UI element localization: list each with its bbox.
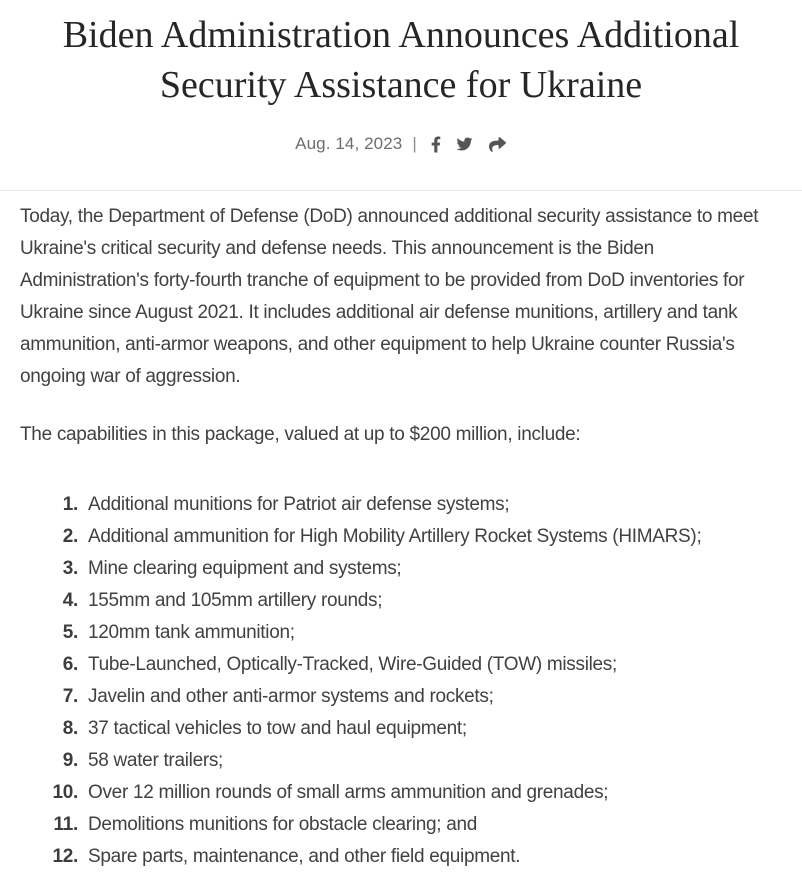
article-header bbox=[0, 0, 802, 154]
article-body bbox=[0, 191, 802, 873]
list-item: Mine clearing equipment and systems; bbox=[88, 558, 402, 579]
share-arrow-icon bbox=[488, 136, 507, 153]
list-item: 120mm tank ammunition; bbox=[88, 622, 295, 643]
meta-separator: | bbox=[412, 134, 417, 153]
facebook-icon bbox=[431, 136, 441, 153]
capabilities-list bbox=[20, 489, 782, 873]
list-item: 37 tactical vehicles to tow and haul equipment; bbox=[88, 718, 467, 739]
list-item: Demolitions munitions for obstacle clearing; and bbox=[88, 814, 478, 835]
list-item: Additional munitions for Patriot air defense systems; bbox=[88, 494, 510, 515]
list-item: Javelin and other anti-armor systems and rockets; bbox=[88, 686, 494, 707]
paragraph-capabilities-lede: The capabilities in this package, valued at up to $200 million, include: bbox=[20, 424, 581, 445]
list-item: Spare parts, maintenance, and other field equipment. bbox=[88, 846, 521, 867]
list-item: Tube-Launched, Optically-Tracked, Wire-Guided (TOW) missiles; bbox=[88, 654, 617, 675]
page-title: Biden Administration Announces Additional Security Assistance for Ukraine bbox=[62, 14, 740, 106]
paragraph-intro: Today, the Department of Defense (DoD) announced additional security assistance to meet Ukraine's critical security and defense needs. This announcement is the Biden Administration's forty-fourth tranche of equipment to be provided from DoD inventories for Ukraine since August 2021. It includes additional air defense munitions, artillery and tank ammunition, anti-armor weapons, and other equipment to help Ukraine counter Russia's ongoing war of aggression. bbox=[20, 206, 759, 387]
twitter-icon bbox=[455, 136, 474, 152]
list-item: 155mm and 105mm artillery rounds; bbox=[88, 590, 383, 611]
list-item: 58 water trailers; bbox=[88, 750, 224, 771]
share-link-button[interactable] bbox=[488, 135, 507, 153]
article-meta bbox=[0, 134, 802, 154]
twitter-share-button[interactable] bbox=[455, 135, 474, 153]
publish-date: Aug. 14, 2023 bbox=[295, 134, 403, 153]
facebook-share-button[interactable] bbox=[431, 135, 441, 153]
share-icons bbox=[431, 135, 507, 153]
list-item: Over 12 million rounds of small arms ammunition and grenades; bbox=[88, 782, 609, 803]
list-item: Additional ammunition for High Mobility Artillery Rocket Systems (HIMARS); bbox=[88, 526, 702, 547]
